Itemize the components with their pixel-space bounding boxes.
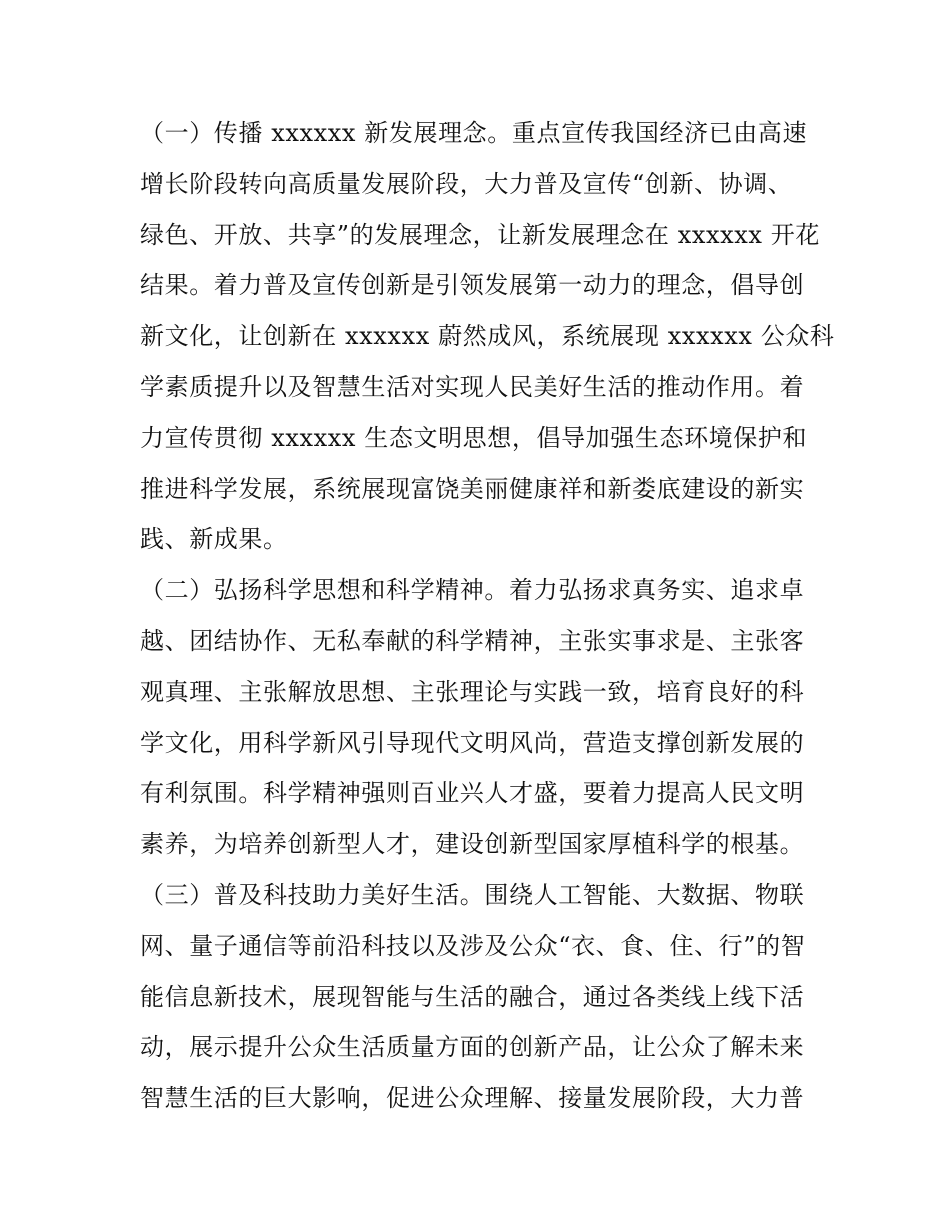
text-line: 学文化，用科学新风引导现代文明风尚，营造支撑创新发展的 bbox=[140, 728, 805, 757]
text-line: 智慧生活的巨大影响，促进公众理解、接量发展阶段，大力普 bbox=[140, 1084, 805, 1113]
text-line: 越、团结协作、无私奉献的科学精神，主张实事求是、主张客 bbox=[140, 626, 805, 655]
text-line: （三）普及科技助力美好生活。围绕人工智能、大数据、物联 bbox=[140, 880, 805, 909]
text-line: 增长阶段转向高质量发展阶段，大力普及宣传“创新、协调、 bbox=[140, 169, 793, 198]
text-line: 结果。着力普及宣传创新是引领发展第一动力的理念，倡导创 bbox=[140, 271, 805, 300]
text-line: 网、量子通信等前沿科技以及涉及公众“衣、食、住、行”的智 bbox=[140, 931, 806, 960]
text-line: （一）传播 xxxxxx 新发展理念。重点宣传我国经济已由高速 bbox=[140, 119, 808, 147]
text-line: 学素质提升以及智慧生活对实现人民美好生活的推动作用。着 bbox=[140, 372, 805, 401]
document-body bbox=[140, 108, 835, 1124]
paragraph-1 bbox=[140, 108, 835, 565]
text-line: 绿色、开放、共享”的发展理念，让新发展理念在 xxxxxx 开花 bbox=[140, 220, 820, 249]
text-line: 素养，为培养创新型人才，建设创新型国家厚植科学的根基。 bbox=[140, 830, 805, 859]
paragraph-2 bbox=[140, 565, 820, 870]
text-line: 观真理、主张解放思想、主张理论与实践一致，培育良好的科 bbox=[140, 677, 805, 706]
text-line: 推进科学发展，系统展现富饶美丽健康祥和新娄底建设的新实 bbox=[140, 474, 805, 503]
text-line: 力宣传贯彻 xxxxxx 生态文明思想，倡导加强生态环境保护和 bbox=[140, 423, 808, 452]
paragraph-3 bbox=[140, 870, 820, 1124]
text-line: 有利氛围。科学精神强则百业兴人才盛，要着力提高人民文明 bbox=[140, 779, 805, 808]
text-line: 践、新成果。 bbox=[140, 525, 288, 554]
text-line: 动，展示提升公众生活质量方面的创新产品，让公众了解未来 bbox=[140, 1033, 805, 1062]
text-line: 能信息新技术，展现智能与生活的融合，通过各类线上线下活 bbox=[140, 982, 805, 1011]
text-line: 新文化，让创新在 xxxxxx 蔚然成风，系统展现 xxxxxx 公众科 bbox=[140, 322, 835, 351]
text-line: （二）弘扬科学思想和科学精神。着力弘扬求真务实、追求卓 bbox=[140, 576, 805, 605]
